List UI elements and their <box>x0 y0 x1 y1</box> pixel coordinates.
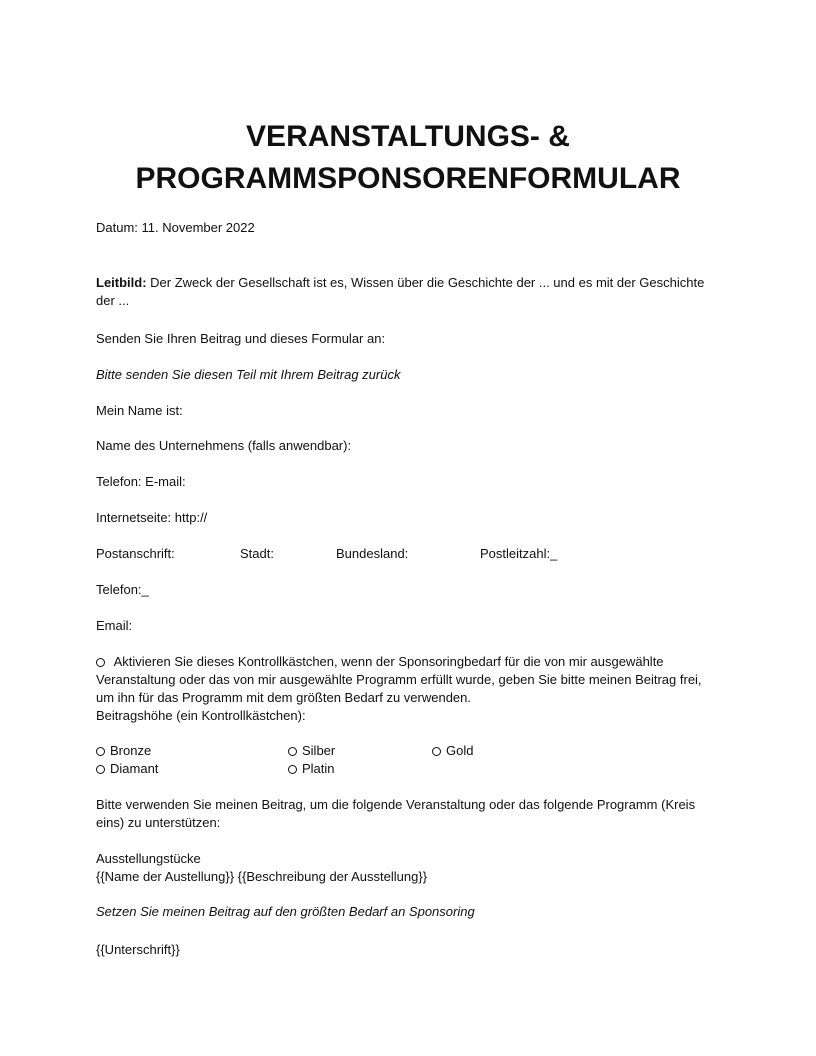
option-diamant[interactable] <box>96 760 158 778</box>
state-field[interactable]: Bundesland: <box>336 546 409 561</box>
radio-icon[interactable] <box>432 747 441 756</box>
option-bronze[interactable] <box>96 742 151 760</box>
website-field[interactable]: Internetseite: http:// <box>96 510 208 525</box>
document-title <box>60 116 756 200</box>
name-field[interactable]: Mein Name ist: <box>96 403 183 418</box>
option-platin[interactable] <box>288 760 335 778</box>
mission-text: Der Zweck der Gesellschaft ist es, Wissen über die Geschichte der ... und es mit der Geschichte der ... <box>96 275 705 308</box>
use-contribution-text: Bitte verwenden Sie meinen Beitrag, um die folgende Veranstaltung oder das folgende Programm (Kreis eins) zu unterstützen: <box>96 797 696 830</box>
option-label: Bronze <box>110 743 152 758</box>
option-label: Diamant <box>110 761 159 776</box>
option-label: Silber <box>302 743 336 758</box>
option-label: Gold <box>446 743 474 758</box>
phone-email-field[interactable]: Telefon: E-mail: <box>96 474 186 489</box>
amount-label: Beitragshöhe (ein Kontrollkästchen): <box>96 708 306 723</box>
mission-statement <box>96 274 718 310</box>
signature-placeholder[interactable]: {{Unterschrift}} <box>96 942 180 957</box>
date-line: Datum: 11. November 2022 <box>96 220 255 235</box>
radio-icon[interactable] <box>288 765 297 774</box>
title-line-1: VERANSTALTUNGS- & <box>246 120 570 153</box>
radio-icon[interactable] <box>96 747 105 756</box>
mission-label: Leitbild: <box>96 275 147 290</box>
title-line-2: PROGRAMMSPONSORENFORMULAR <box>135 162 681 195</box>
option-silber[interactable] <box>288 742 335 760</box>
radio-icon[interactable] <box>96 765 105 774</box>
exhibits-label: Ausstellungstücke <box>96 851 201 866</box>
phone-field[interactable]: Telefon:_ <box>96 582 149 597</box>
release-checkbox-label: Aktivieren Sie dieses Kontrollkästchen, wenn der Sponsoringbedarf für die von mir ausgewählte Veranstaltung oder das von mir ausgewählte Programm erfüllt wurde, geben Sie bitte meinen Beitrag frei, um ihn für das Programm mit dem größten Bedarf zu verwenden. <box>96 654 702 705</box>
city-field[interactable]: Stadt: <box>240 546 274 561</box>
exhibits-template: {{Name der Austellung}} {{Beschreibung der Ausstellung}} <box>96 869 428 884</box>
zip-field[interactable]: Postleitzahl:_ <box>480 546 558 561</box>
release-checkbox-paragraph <box>96 653 720 707</box>
largest-need-note: Setzen Sie meinen Beitrag auf den größten Bedarf an Sponsoring <box>96 904 475 919</box>
option-gold[interactable] <box>432 742 473 760</box>
radio-icon[interactable] <box>288 747 297 756</box>
company-field[interactable]: Name des Unternehmens (falls anwendbar): <box>96 438 352 453</box>
option-label: Platin <box>302 761 335 776</box>
send-to-line: Senden Sie Ihren Beitrag und dieses Formular an: <box>96 331 386 346</box>
email-field[interactable]: Email: <box>96 618 133 633</box>
street-field[interactable]: Postanschrift: <box>96 546 175 561</box>
release-checkbox[interactable] <box>96 658 105 667</box>
send-back-note: Bitte senden Sie diesen Teil mit Ihrem Beitrag zurück <box>96 367 401 382</box>
